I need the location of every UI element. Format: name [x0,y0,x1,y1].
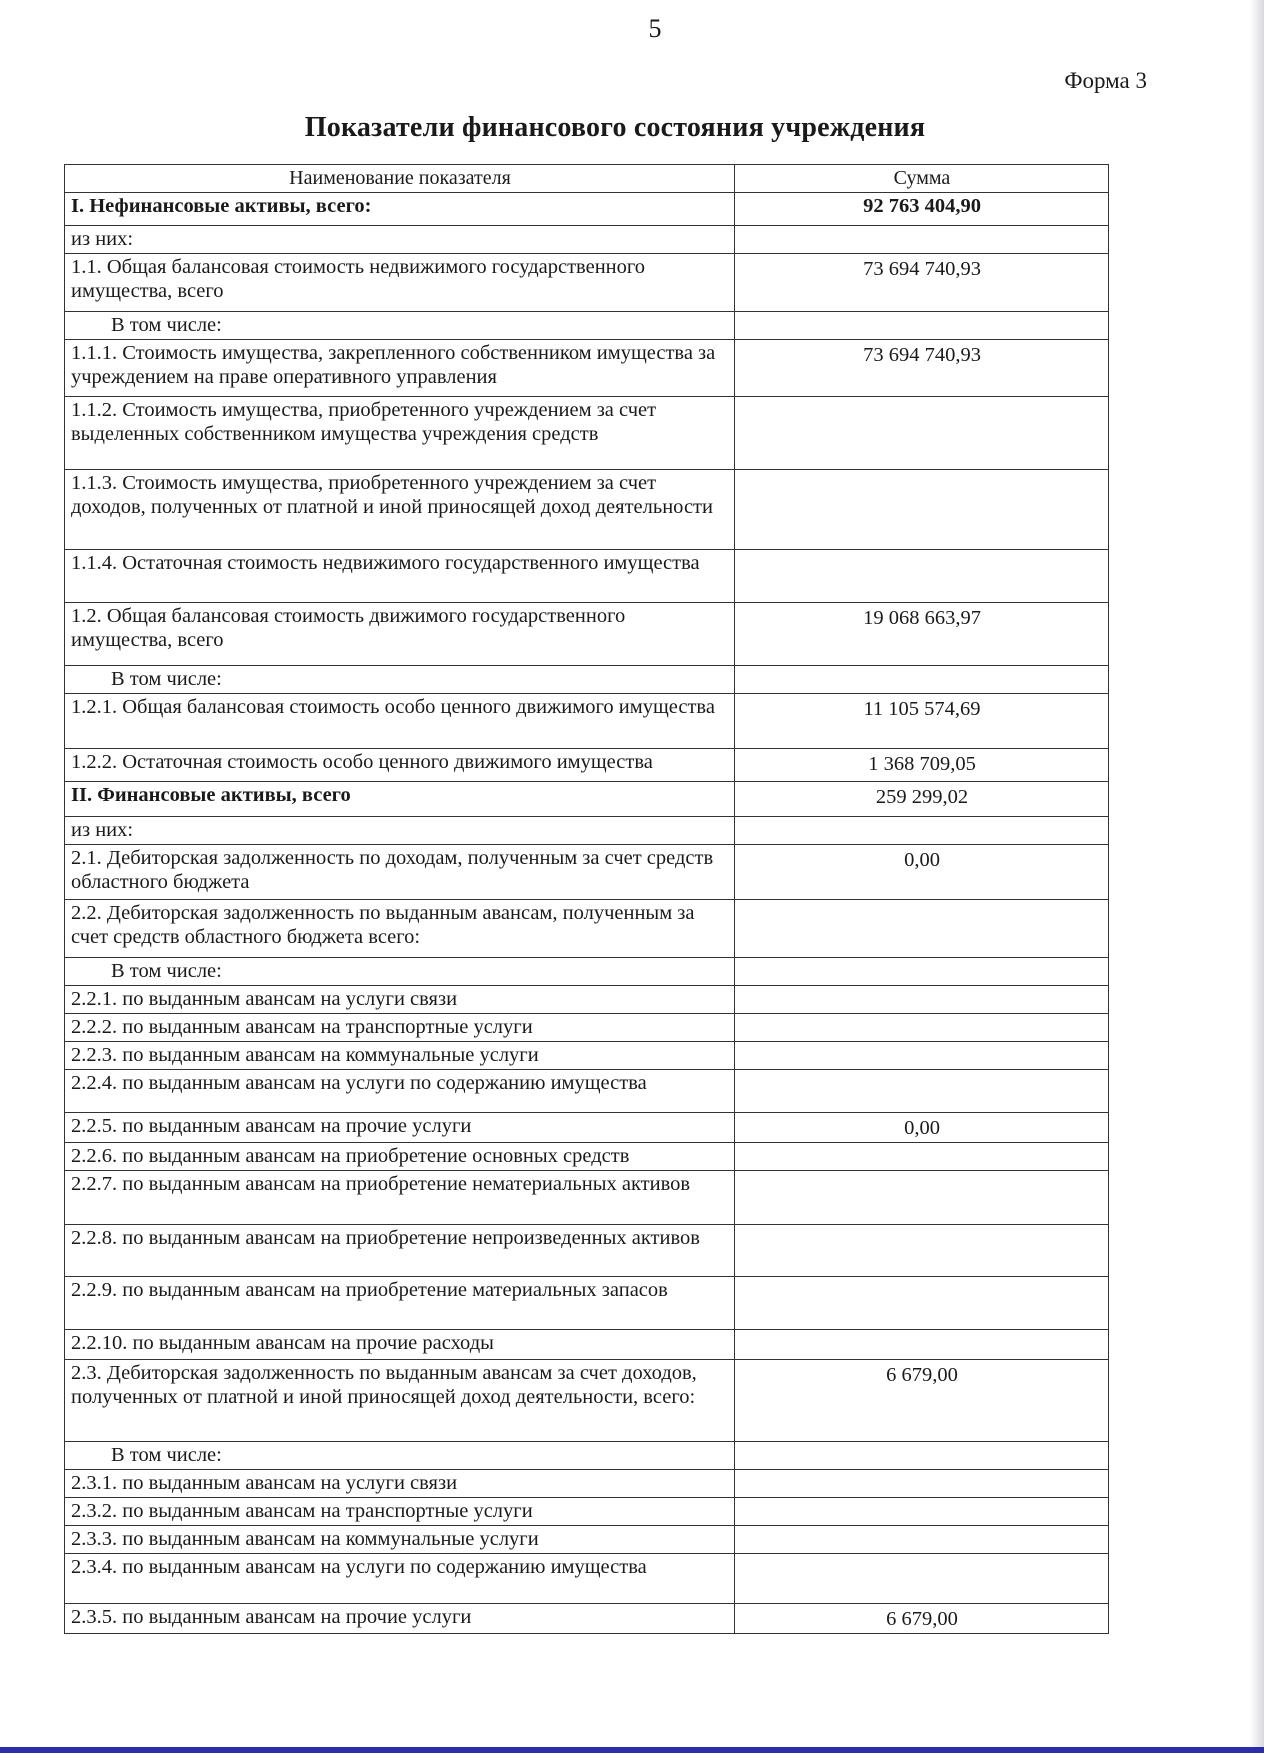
row-name: 2.2.8. по выданным авансам на приобретение непроизведенных активов [65,1225,735,1277]
row-name: 2.3. Дебиторская задолженность по выданным авансам за счет доходов, полученных от платной и иной приносящей доход деятельности, всего: [65,1360,735,1442]
row-name: 1.2. Общая балансовая стоимость движимого государственного имущества, всего [65,603,735,666]
table-row [65,782,1109,817]
row-name: из них: [65,817,735,845]
row-name: 1.1. Общая балансовая стоимость недвижимого государственного имущества, всего [65,254,735,312]
table-row [65,1554,1109,1604]
row-name: 2.2.2. по выданным авансам на транспортные услуги [65,1014,735,1042]
row-sum [735,312,1109,340]
row-sum [735,958,1109,986]
table-row [65,1360,1109,1442]
page-number: 5 [648,14,662,43]
table-row [65,986,1109,1014]
scan-bottom-edge [0,1747,1264,1753]
row-sum [735,1225,1109,1277]
row-sum: 73 694 740,93 [735,340,1109,397]
table-row [65,226,1109,254]
row-sum: 92 763 404,90 [735,193,1109,226]
row-sum [735,1014,1109,1042]
row-name: 2.2.9. по выданным авансам на приобретение материальных запасов [65,1277,735,1330]
row-name: 2.3.2. по выданным авансам на транспортные услуги [65,1498,735,1526]
table-row [65,749,1109,782]
table-row [65,1171,1109,1225]
table-row [65,1470,1109,1498]
row-sum [735,470,1109,550]
table-row [65,1526,1109,1554]
row-sum [735,550,1109,603]
table-row [65,1330,1109,1360]
table-row [65,1070,1109,1113]
table-row [65,1014,1109,1042]
row-sum [735,1277,1109,1330]
row-name: 2.3.3. по выданным авансам на коммунальные услуги [65,1526,735,1554]
table-row [65,603,1109,666]
row-name: 2.1. Дебиторская задолженность по доходам, полученным за счет средств областного бюджета [65,845,735,900]
row-sum: 6 679,00 [735,1360,1109,1442]
row-sum: 259 299,02 [735,782,1109,817]
row-name: В том числе: [65,1442,735,1470]
column-header-name: Наименование показателя [65,165,735,193]
row-name: 2.2.4. по выданным авансам на услуги по содержанию имущества [65,1070,735,1113]
row-name: I. Нефинансовые активы, всего: [65,193,735,226]
table-row [65,1113,1109,1143]
row-sum [735,986,1109,1014]
table-row [65,254,1109,312]
table-row [65,900,1109,958]
row-name: 2.2.1. по выданным авансам на услуги связи [65,986,735,1014]
row-name: В том числе: [65,958,735,986]
row-sum [735,226,1109,254]
table-row [65,694,1109,749]
table-row [65,817,1109,845]
scan-edge-shadow [1250,0,1264,1753]
row-sum [735,1554,1109,1604]
row-sum: 6 679,00 [735,1604,1109,1634]
table-row [65,550,1109,603]
table-row [65,845,1109,900]
table-row [65,1225,1109,1277]
row-name: 2.2.3. по выданным авансам на коммунальные услуги [65,1042,735,1070]
row-sum: 0,00 [735,1113,1109,1143]
table-row [65,193,1109,226]
row-name: 2.2.7. по выданным авансам на приобретение нематериальных активов [65,1171,735,1225]
row-name: В том числе: [65,666,735,694]
row-sum [735,666,1109,694]
row-sum: 19 068 663,97 [735,603,1109,666]
row-name: из них: [65,226,735,254]
column-header-sum: Сумма [735,165,1109,193]
table-row [65,1442,1109,1470]
row-name: 2.2.6. по выданным авансам на приобретение основных средств [65,1143,735,1171]
row-sum: 11 105 574,69 [735,694,1109,749]
row-sum [735,900,1109,958]
row-sum [735,1526,1109,1554]
table-row [65,1042,1109,1070]
row-sum [735,1070,1109,1113]
table-header-row [65,165,1109,193]
page-title: Показатели финансового состояния учреждения [304,112,926,143]
table-row [65,397,1109,470]
row-name: 1.1.2. Стоимость имущества, приобретенного учреждением за счет выделенных собственником имущества учреждения средств [65,397,735,470]
row-name: 2.3.5. по выданным авансам на прочие услуги [65,1604,735,1634]
row-sum [735,1470,1109,1498]
row-sum [735,1498,1109,1526]
table-row [65,1498,1109,1526]
financial-indicators-table [64,164,1109,1634]
table-row [65,312,1109,340]
row-name: 2.2.10. по выданным авансам на прочие расходы [65,1330,735,1360]
row-name: 2.3.1. по выданным авансам на услуги связи [65,1470,735,1498]
row-name: 1.1.1. Стоимость имущества, закрепленного собственником имущества за учреждением на праве оперативного управления [65,340,735,397]
table-row [65,1277,1109,1330]
table-row [65,1143,1109,1171]
row-name: 1.1.4. Остаточная стоимость недвижимого государственного имущества [65,550,735,603]
table-row [65,958,1109,986]
row-sum [735,817,1109,845]
row-sum: 73 694 740,93 [735,254,1109,312]
row-name: 2.2.5. по выданным авансам на прочие услуги [65,1113,735,1143]
row-name: 1.2.2. Остаточная стоимость особо ценного движимого имущества [65,749,735,782]
row-name: 1.2.1. Общая балансовая стоимость особо ценного движимого имущества [65,694,735,749]
row-name: 2.3.4. по выданным авансам на услуги по содержанию имущества [65,1554,735,1604]
row-name: 1.1.3. Стоимость имущества, приобретенного учреждением за счет доходов, полученных от платной и иной приносящей доход деятельности [65,470,735,550]
row-sum [735,1143,1109,1171]
row-sum [735,1442,1109,1470]
row-sum [735,1330,1109,1360]
row-name: 2.2. Дебиторская задолженность по выданным авансам, полученным за счет средств областного бюджета всего: [65,900,735,958]
row-sum [735,397,1109,470]
table-row [65,470,1109,550]
row-name: II. Финансовые активы, всего [65,782,735,817]
row-sum [735,1042,1109,1070]
row-sum: 0,00 [735,845,1109,900]
row-sum: 1 368 709,05 [735,749,1109,782]
table-row [65,340,1109,397]
row-sum [735,1171,1109,1225]
table-row [65,1604,1109,1634]
form-label: Форма 3 [1064,68,1147,93]
table-row [65,666,1109,694]
row-name: В том числе: [65,312,735,340]
